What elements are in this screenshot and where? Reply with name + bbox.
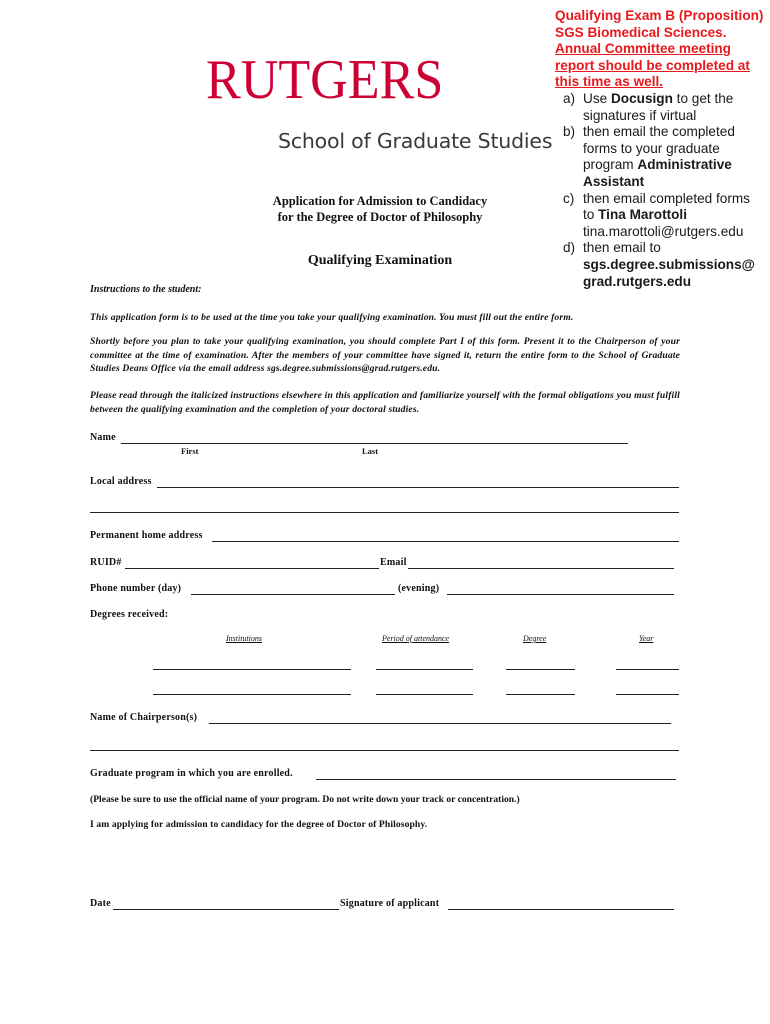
signature-label: Signature of applicant [340,898,440,909]
note-steps [555,91,765,290]
program-field[interactable] [316,779,676,780]
note-title-text: Qualifying Exam B (Proposition) SGS Biomedical Sciences. [555,8,764,40]
phone-day-field[interactable] [191,594,395,595]
year-field-2[interactable] [616,694,679,695]
step-text: then email completed forms to [583,190,750,223]
note-title [555,8,765,91]
form-heading-line2: for the Degree of Doctor of Philosophy [277,210,483,224]
last-name-caption: Last [362,446,379,456]
date-field[interactable] [113,909,339,910]
name-label: Name [90,432,116,443]
date-label: Date [90,898,111,909]
instructions-paragraph-3: Please read through the italicized instructions elsewhere in this application and familiarize yourself with the formal obligations you must fulfill between the qualifying examination and the completion of your doctoral studies. [90,390,680,415]
note-title-underlined: Annual Committee meeting report should be completed at this time as well. [555,41,750,90]
phone-day-label: Phone number (day) [90,583,182,594]
step-bold: Docusign [610,90,673,106]
step-bold: Administrative Assistant [583,157,732,189]
email-label: Email [380,557,407,568]
phone-evening-label: (evening) [398,583,440,594]
exam-title: Qualifying Examination [307,253,453,268]
program-label: Graduate program in which you are enrolled. [90,768,293,779]
chairperson-label: Name of Chairperson(s) [90,712,198,723]
email-field[interactable] [408,568,674,569]
year-field-1[interactable] [616,669,679,670]
signature-field[interactable] [448,909,674,910]
col-period: Period of attendance [382,634,450,643]
step-text-post: tina.marottoli@rutgers.edu [583,223,744,239]
rutgers-wordmark: RUTGERS [206,49,444,111]
instructions-paragraph-2: Shortly before you plan to take your qualifying examination, you should complete Part I of this form. Present it to the Chairperson of your committee at the time of examination. After the members of your committee have signed it, return the entire form to the School of Graduate Studies Deans Office via the email address sgs.degree.submissions@grad.rutgers.edu. [90,336,680,375]
phone-evening-field[interactable] [447,594,674,595]
degree-field-2[interactable] [506,694,575,695]
step-text-post: to get the signatures if virtual [583,90,734,123]
step-text: Use [583,90,611,106]
note-step-a [555,91,765,124]
note-step-c [555,191,765,241]
col-degree: Degree [523,634,547,643]
note-step-b [555,124,765,190]
school-subtitle: School of Graduate Studies [278,129,553,153]
degree-field-1[interactable] [506,669,575,670]
note-step-d [555,240,765,290]
program-note: (Please be sure to use the official name of your program. Do not write down your track or concentration.) [90,794,520,805]
instructions-label: Instructions to the student: [90,284,202,295]
name-field[interactable] [121,443,628,444]
local-address-field-line2[interactable] [90,512,679,513]
step-bold: sgs.degree.submissions@ grad.rutgers.edu [583,256,755,289]
step-marker: a) [563,90,576,106]
step-text: then email to [583,240,661,256]
chairperson-field-line2[interactable] [90,750,679,751]
step-bold: Tina Marottoli [598,207,687,223]
form-heading-line1: Application for Admission to Candidacy [272,194,488,208]
institution-field-2[interactable] [153,694,351,695]
step-marker: c) [563,190,575,206]
local-address-field[interactable] [157,487,679,488]
applying-statement: I am applying for admission to candidacy for the degree of Doctor of Philosophy. [90,819,428,830]
ruid-label: RUID# [90,557,122,568]
step-text: then email the completed forms to your graduate program [583,124,735,173]
submission-note [555,8,765,290]
step-marker: b) [563,124,576,140]
instructions-paragraph-1: This application form is to be used at the time you take your qualifying examination. You must fill out the entire form. [90,312,574,323]
step-marker: d) [563,240,576,256]
col-year: Year [639,634,654,643]
institution-field-1[interactable] [153,669,351,670]
chairperson-field[interactable] [209,723,671,724]
local-address-label: Local address [90,476,152,487]
permanent-address-label: Permanent home address [90,530,203,541]
ruid-field[interactable] [125,568,379,569]
first-name-caption: First [181,446,199,456]
permanent-address-field[interactable] [212,541,679,542]
degrees-label: Degrees received: [90,609,169,620]
period-field-1[interactable] [376,669,473,670]
col-institutions: Institutions [226,634,263,643]
period-field-2[interactable] [376,694,473,695]
